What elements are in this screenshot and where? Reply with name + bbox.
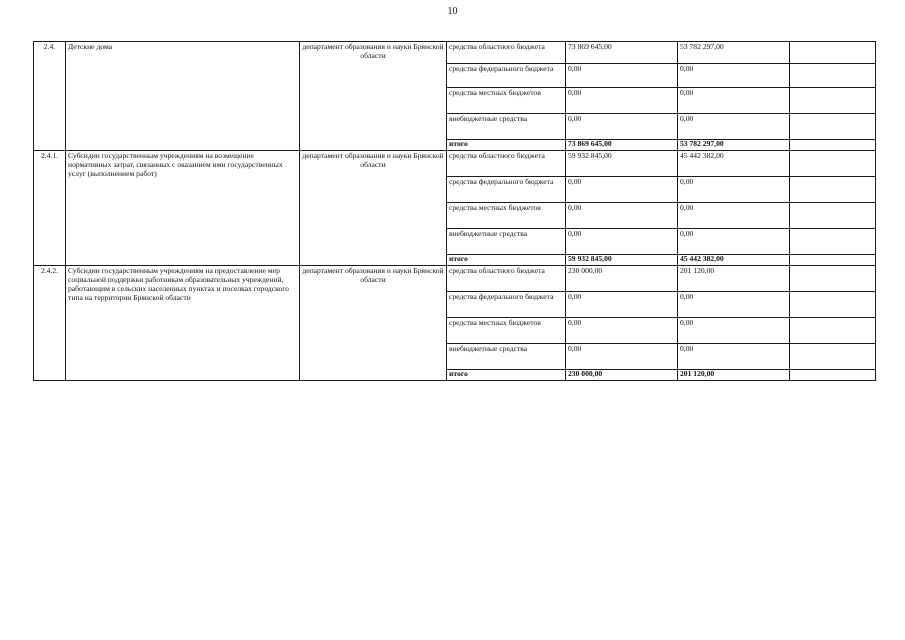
amount-extra [790,229,876,255]
amount-extra [790,88,876,114]
amount-extra [790,151,876,177]
table-row [34,42,876,64]
amount-extra [790,42,876,64]
amount-extra [790,177,876,203]
amount-actual: 0,00 [678,64,790,88]
item-number: 2.4.2. [34,266,66,381]
amount-extra [790,203,876,229]
amount-extra [790,292,876,318]
page-number: 10 [447,6,458,17]
amount-planned: 0,00 [566,88,678,114]
funding-source: итого [447,255,566,266]
amount-actual: 0,00 [678,114,790,140]
amount-extra [790,255,876,266]
amount-planned: 59 932 845,00 [566,151,678,177]
amount-planned: 0,00 [566,203,678,229]
item-department: департамент образования и науки Брянской области [300,42,447,151]
funding-source: средства областного бюджета [447,266,566,292]
funding-source: внебюджетные средства [447,114,566,140]
amount-actual: 0,00 [678,229,790,255]
funding-source: средства федерального бюджета [447,64,566,88]
funding-source: средства федерального бюджета [447,177,566,203]
amount-actual: 0,00 [678,344,790,370]
amount-actual: 0,00 [678,88,790,114]
item-name: Субсидии государственным учреждениям на возмещение нормативных затрат, связанных с оказанием ими государственных услуг (выполнением работ) [66,151,300,266]
amount-actual: 0,00 [678,203,790,229]
item-number: 2.4.1. [34,151,66,266]
amount-planned: 0,00 [566,318,678,344]
amount-actual: 201 120,00 [678,370,790,381]
amount-planned: 73 869 645,00 [566,42,678,64]
item-department: департамент образования и науки Брянской области [300,151,447,266]
item-number: 2.4. [34,42,66,151]
funding-source: средства местных бюджетов [447,88,566,114]
amount-planned: 0,00 [566,292,678,318]
amount-actual: 53 782 297,00 [678,140,790,151]
amount-extra [790,370,876,381]
funding-source: итого [447,370,566,381]
table-row [34,266,876,292]
funding-source: средства областного бюджета [447,42,566,64]
item-name: Субсидии государственным учреждениям на предоставление мер социальной поддержки работникам образовательных учреждений, работающим в сельских населенных пунктах и поселках городского типа на территории Брянской области [66,266,300,381]
amount-extra [790,344,876,370]
amount-actual: 53 782 297,00 [678,42,790,64]
amount-extra [790,266,876,292]
amount-planned: 0,00 [566,229,678,255]
amount-planned: 0,00 [566,344,678,370]
funding-source: средства местных бюджетов [447,318,566,344]
amount-extra [790,318,876,344]
amount-actual: 201 120,00 [678,266,790,292]
amount-extra [790,114,876,140]
amount-planned: 230 000,00 [566,370,678,381]
amount-planned: 230 000,00 [566,266,678,292]
table-row [34,151,876,177]
amount-planned: 0,00 [566,114,678,140]
funding-source: средства местных бюджетов [447,203,566,229]
funding-source: внебюджетные средства [447,344,566,370]
amount-actual: 0,00 [678,318,790,344]
funding-source: внебюджетные средства [447,229,566,255]
amount-extra [790,64,876,88]
amount-planned: 73 869 645,00 [566,140,678,151]
amount-planned: 59 932 845,00 [566,255,678,266]
item-name: Детские дома [66,42,300,151]
amount-planned: 0,00 [566,177,678,203]
funding-source: средства федерального бюджета [447,292,566,318]
funding-source: средства областного бюджета [447,151,566,177]
amount-planned: 0,00 [566,64,678,88]
item-department: департамент образования и науки Брянской области [300,266,447,381]
amount-extra [790,140,876,151]
funding-source: итого [447,140,566,151]
budget-table [33,41,876,381]
amount-actual: 0,00 [678,177,790,203]
amount-actual: 0,00 [678,292,790,318]
amount-actual: 45 442 382,00 [678,255,790,266]
amount-actual: 45 442 382,00 [678,151,790,177]
